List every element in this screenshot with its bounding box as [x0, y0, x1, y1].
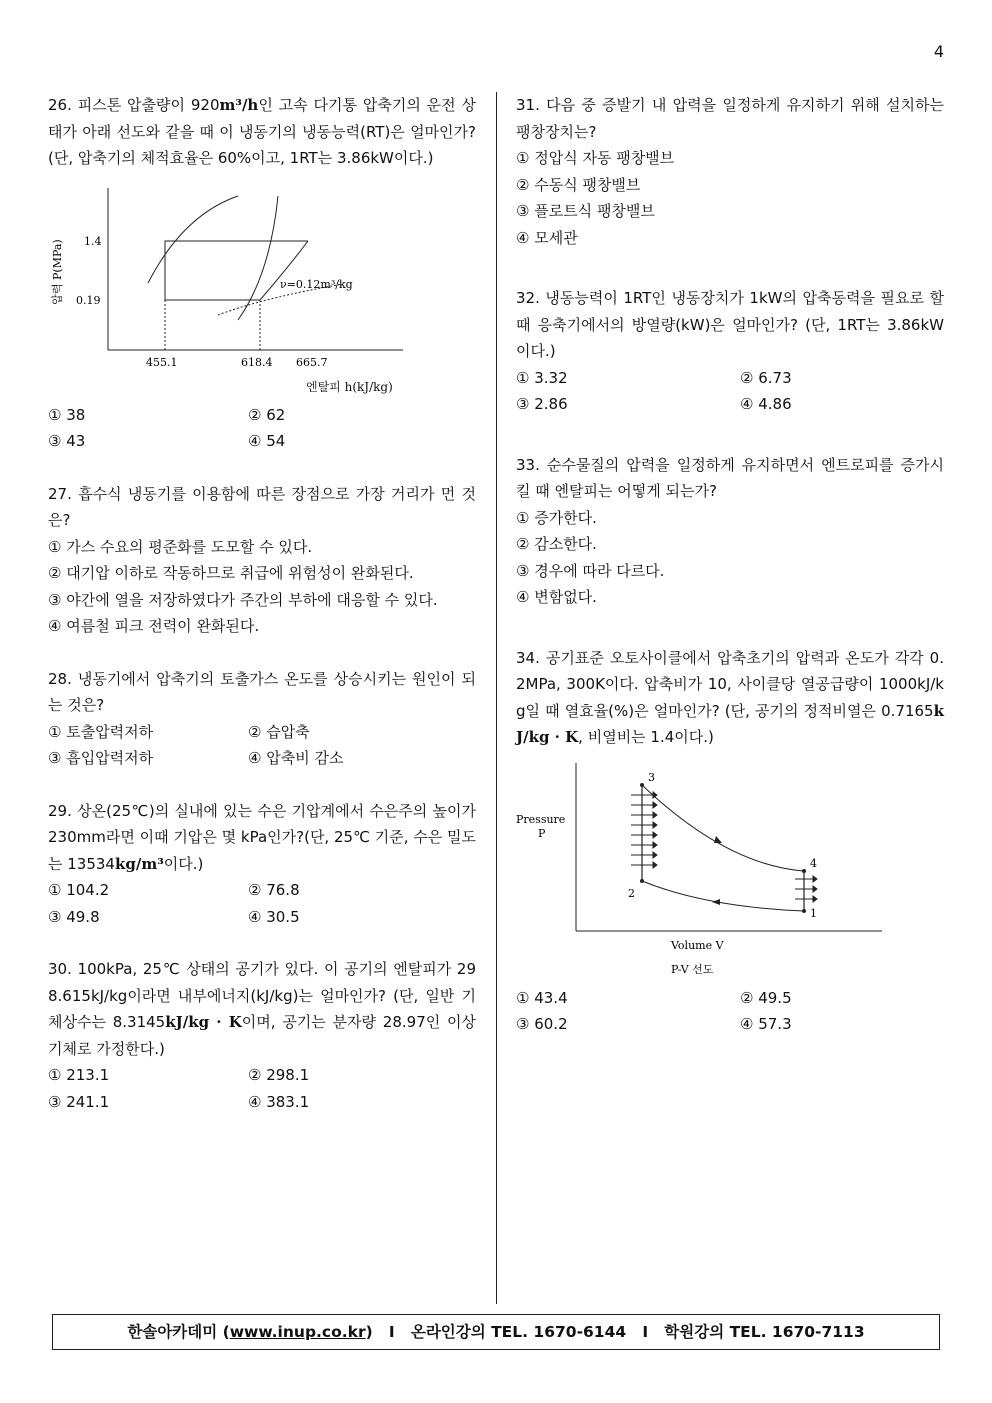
- question-28-options: [48, 719, 476, 772]
- option[interactable]: ② 6.73: [740, 368, 792, 387]
- footer-banner: 한솔아카데미 (www.inup.co.kr) I 온라인강의 TEL. 1670-6144 I 학원강의 TEL. 1670-7113: [52, 1314, 940, 1350]
- state-label-3: 3: [648, 770, 655, 784]
- question-28: [48, 666, 476, 772]
- option[interactable]: ① 증가한다.: [516, 508, 597, 527]
- question-32-options: [516, 365, 944, 418]
- option[interactable]: ② 습압축: [248, 722, 310, 741]
- option[interactable]: ④ 30.5: [248, 907, 300, 926]
- y-label-p: P: [538, 826, 546, 840]
- question-34: [516, 645, 944, 1038]
- question-30-text: 30. 100kPa, 25℃ 상태의 공기가 있다. 이 공기의 엔탈피가 298.615kJ/kg이라면 내부에너지(kJ/kg)는 얼마인가? (단, 일반 기체상수는 8.3145kJ/kg · K이며, 공기는 분자량 28.97인 이상기체로 가정한다.): [48, 960, 476, 1058]
- page-number: 4: [933, 42, 944, 61]
- ph-diagram: [48, 180, 408, 380]
- question-32-text: 32. 냉동능력이 1RT인 냉동장치가 1kW의 압축동력을 필요로 할 때 응축기에서의 방열량(kW)은 얼마인가? (단, 1RT는 3.86kW이다.): [516, 289, 944, 360]
- option[interactable]: ④ 383.1: [248, 1092, 310, 1111]
- option[interactable]: ③ 야간에 열을 저장하였다가 주간의 부하에 대응할 수 있다.: [48, 590, 438, 609]
- specific-volume-label: ν=0.12m³/kg: [280, 277, 353, 291]
- question-26-options: [48, 402, 476, 455]
- state-point-1: [802, 909, 806, 913]
- option[interactable]: ② 76.8: [248, 881, 300, 899]
- option[interactable]: ② 대기압 이하로 작동하므로 취급에 위험성이 완화된다.: [48, 564, 414, 582]
- y-axis-label: 압력 P(MPa): [51, 238, 64, 305]
- question-27-text: 27. 흡수식 냉동기를 이용함에 따른 장점으로 가장 거리가 먼 것은?: [48, 484, 476, 529]
- pv-caption: P-V 선도: [671, 962, 714, 976]
- option[interactable]: ② 62: [248, 405, 286, 424]
- state-label-1: 1: [810, 906, 817, 920]
- heat-in-arrows: [631, 792, 657, 868]
- option[interactable]: ③ 플로트식 팽창밸브: [516, 202, 655, 220]
- option[interactable]: ③ 흡입압력저하: [48, 749, 154, 767]
- state-point-2: [640, 879, 644, 883]
- option[interactable]: ③ 49.8: [48, 907, 100, 926]
- option[interactable]: ③ 2.86: [516, 395, 568, 413]
- compression-curve: [642, 881, 804, 911]
- x-tick-455: 455.1: [146, 355, 178, 369]
- question-33: [516, 452, 944, 611]
- option[interactable]: ④ 변함없다.: [516, 588, 597, 606]
- question-29: [48, 798, 476, 931]
- option[interactable]: ④ 여름철 피크 전력이 완화된다.: [48, 617, 260, 635]
- footer-online-phone: 온라인강의 TEL. 1670-6144: [410, 1323, 627, 1341]
- option[interactable]: ④ 57.3: [740, 1015, 792, 1033]
- option[interactable]: ① 213.1: [48, 1066, 110, 1084]
- x-label-volume: Volume V: [671, 938, 724, 952]
- state-point-3: [640, 783, 644, 787]
- y-tick-0-19: 0.19: [76, 293, 101, 307]
- option[interactable]: ③ 60.2: [516, 1015, 568, 1033]
- cycle-rectangle: [165, 241, 308, 300]
- option[interactable]: ① 정압식 자동 팽창밸브: [516, 149, 675, 167]
- option[interactable]: ② 감소한다.: [516, 535, 597, 553]
- x-axis-label: 엔탈피 h(kJ/kg): [306, 379, 393, 394]
- heat-out-arrows: [795, 876, 817, 902]
- question-34-text: 34. 공기표준 오토사이클에서 압축초기의 압력과 온도가 각각 0.2MPa, 300K이다. 압축비가 10, 사이클당 열공급량이 1000kJ/kg일 때 열효율(%)은 얼마인가? (단, 공기의 정적비열은 0.7165kJ/kg · K, 비열비는 1.4이다.): [516, 648, 944, 746]
- question-28-text: 28. 냉동기에서 압축기의 토출가스 온도를 상승시키는 원인이 되는 것은?: [48, 669, 476, 714]
- question-29-options: [48, 877, 476, 930]
- option[interactable]: ② 수동식 팽창밸브: [516, 175, 641, 194]
- option[interactable]: ④ 54: [248, 432, 286, 450]
- option[interactable]: ② 49.5: [740, 988, 792, 1007]
- right-column: [516, 92, 944, 1064]
- column-divider: [496, 92, 497, 1304]
- option[interactable]: ④ 모세관: [516, 228, 578, 247]
- question-32: [516, 285, 944, 418]
- question-26-text: 26. 피스톤 압출량이 920m³/h인 고속 다기통 압축기의 운전 상태가 아래 선도와 같을 때 이 냉동기의 냉동능력(RT)은 얼마인가?(단, 압축기의 체적효율은 60%이고, 1RT는 3.86kW이다.): [48, 96, 476, 167]
- footer-website-link[interactable]: www.inup.co.kr: [229, 1323, 366, 1341]
- question-33-text: 33. 순수물질의 압력을 일정하게 유지하면서 엔트로피를 증가시킬 때 엔탈피는 어떻게 되는가?: [516, 455, 944, 500]
- option[interactable]: ③ 43: [48, 432, 86, 450]
- question-30-options: [48, 1062, 476, 1115]
- option[interactable]: ① 38: [48, 405, 86, 424]
- saturated-liquid-line: [148, 196, 238, 283]
- pv-diagram: [516, 755, 896, 983]
- question-31: [516, 92, 944, 251]
- footer-offline-phone: 학원강의 TEL. 1670-7113: [664, 1323, 865, 1341]
- expansion-curve: [642, 785, 804, 871]
- option[interactable]: ① 토출압력저하: [48, 722, 154, 741]
- option[interactable]: ④ 4.86: [740, 395, 792, 413]
- state-point-4: [802, 869, 806, 873]
- x-tick-665: 665.7: [296, 355, 328, 369]
- question-34-options: [516, 985, 944, 1038]
- x-tick-618: 618.4: [241, 355, 273, 369]
- option[interactable]: ① 43.4: [516, 988, 568, 1007]
- question-31-text: 31. 다음 중 증발기 내 압력을 일정하게 유지하기 위해 설치하는 팽창장치는?: [516, 96, 944, 141]
- question-27: [48, 481, 476, 640]
- option[interactable]: ② 298.1: [248, 1066, 310, 1084]
- compression-arrow: [712, 899, 720, 905]
- compression-line: [260, 241, 308, 300]
- option[interactable]: ③ 241.1: [48, 1092, 110, 1111]
- y-label-pressure: Pressure: [516, 812, 566, 826]
- footer-academy: 한솔아카데미: [127, 1323, 218, 1341]
- option[interactable]: ④ 압축비 감소: [248, 749, 344, 767]
- saturated-vapor-line: [238, 196, 278, 320]
- left-column: [48, 92, 476, 1141]
- question-26: [48, 92, 476, 455]
- y-tick-1-4: 1.4: [84, 234, 102, 248]
- question-29-text: 29. 상온(25℃)의 실내에 있는 수은 기압계에서 수은주의 높이가 230mm라면 이때 기압은 몇 kPa인가?(단, 25℃ 기준, 수은 밀도는 13534kg/m³이다.): [48, 801, 476, 873]
- state-label-4: 4: [810, 856, 817, 870]
- expansion-arrow: [714, 836, 722, 843]
- option[interactable]: ① 104.2: [48, 881, 110, 899]
- option[interactable]: ① 가스 수요의 평준화를 도모할 수 있다.: [48, 537, 313, 556]
- option[interactable]: ③ 경우에 따라 다르다.: [516, 561, 665, 580]
- question-30: [48, 956, 476, 1115]
- option[interactable]: ① 3.32: [516, 368, 568, 387]
- state-label-2: 2: [628, 886, 635, 900]
